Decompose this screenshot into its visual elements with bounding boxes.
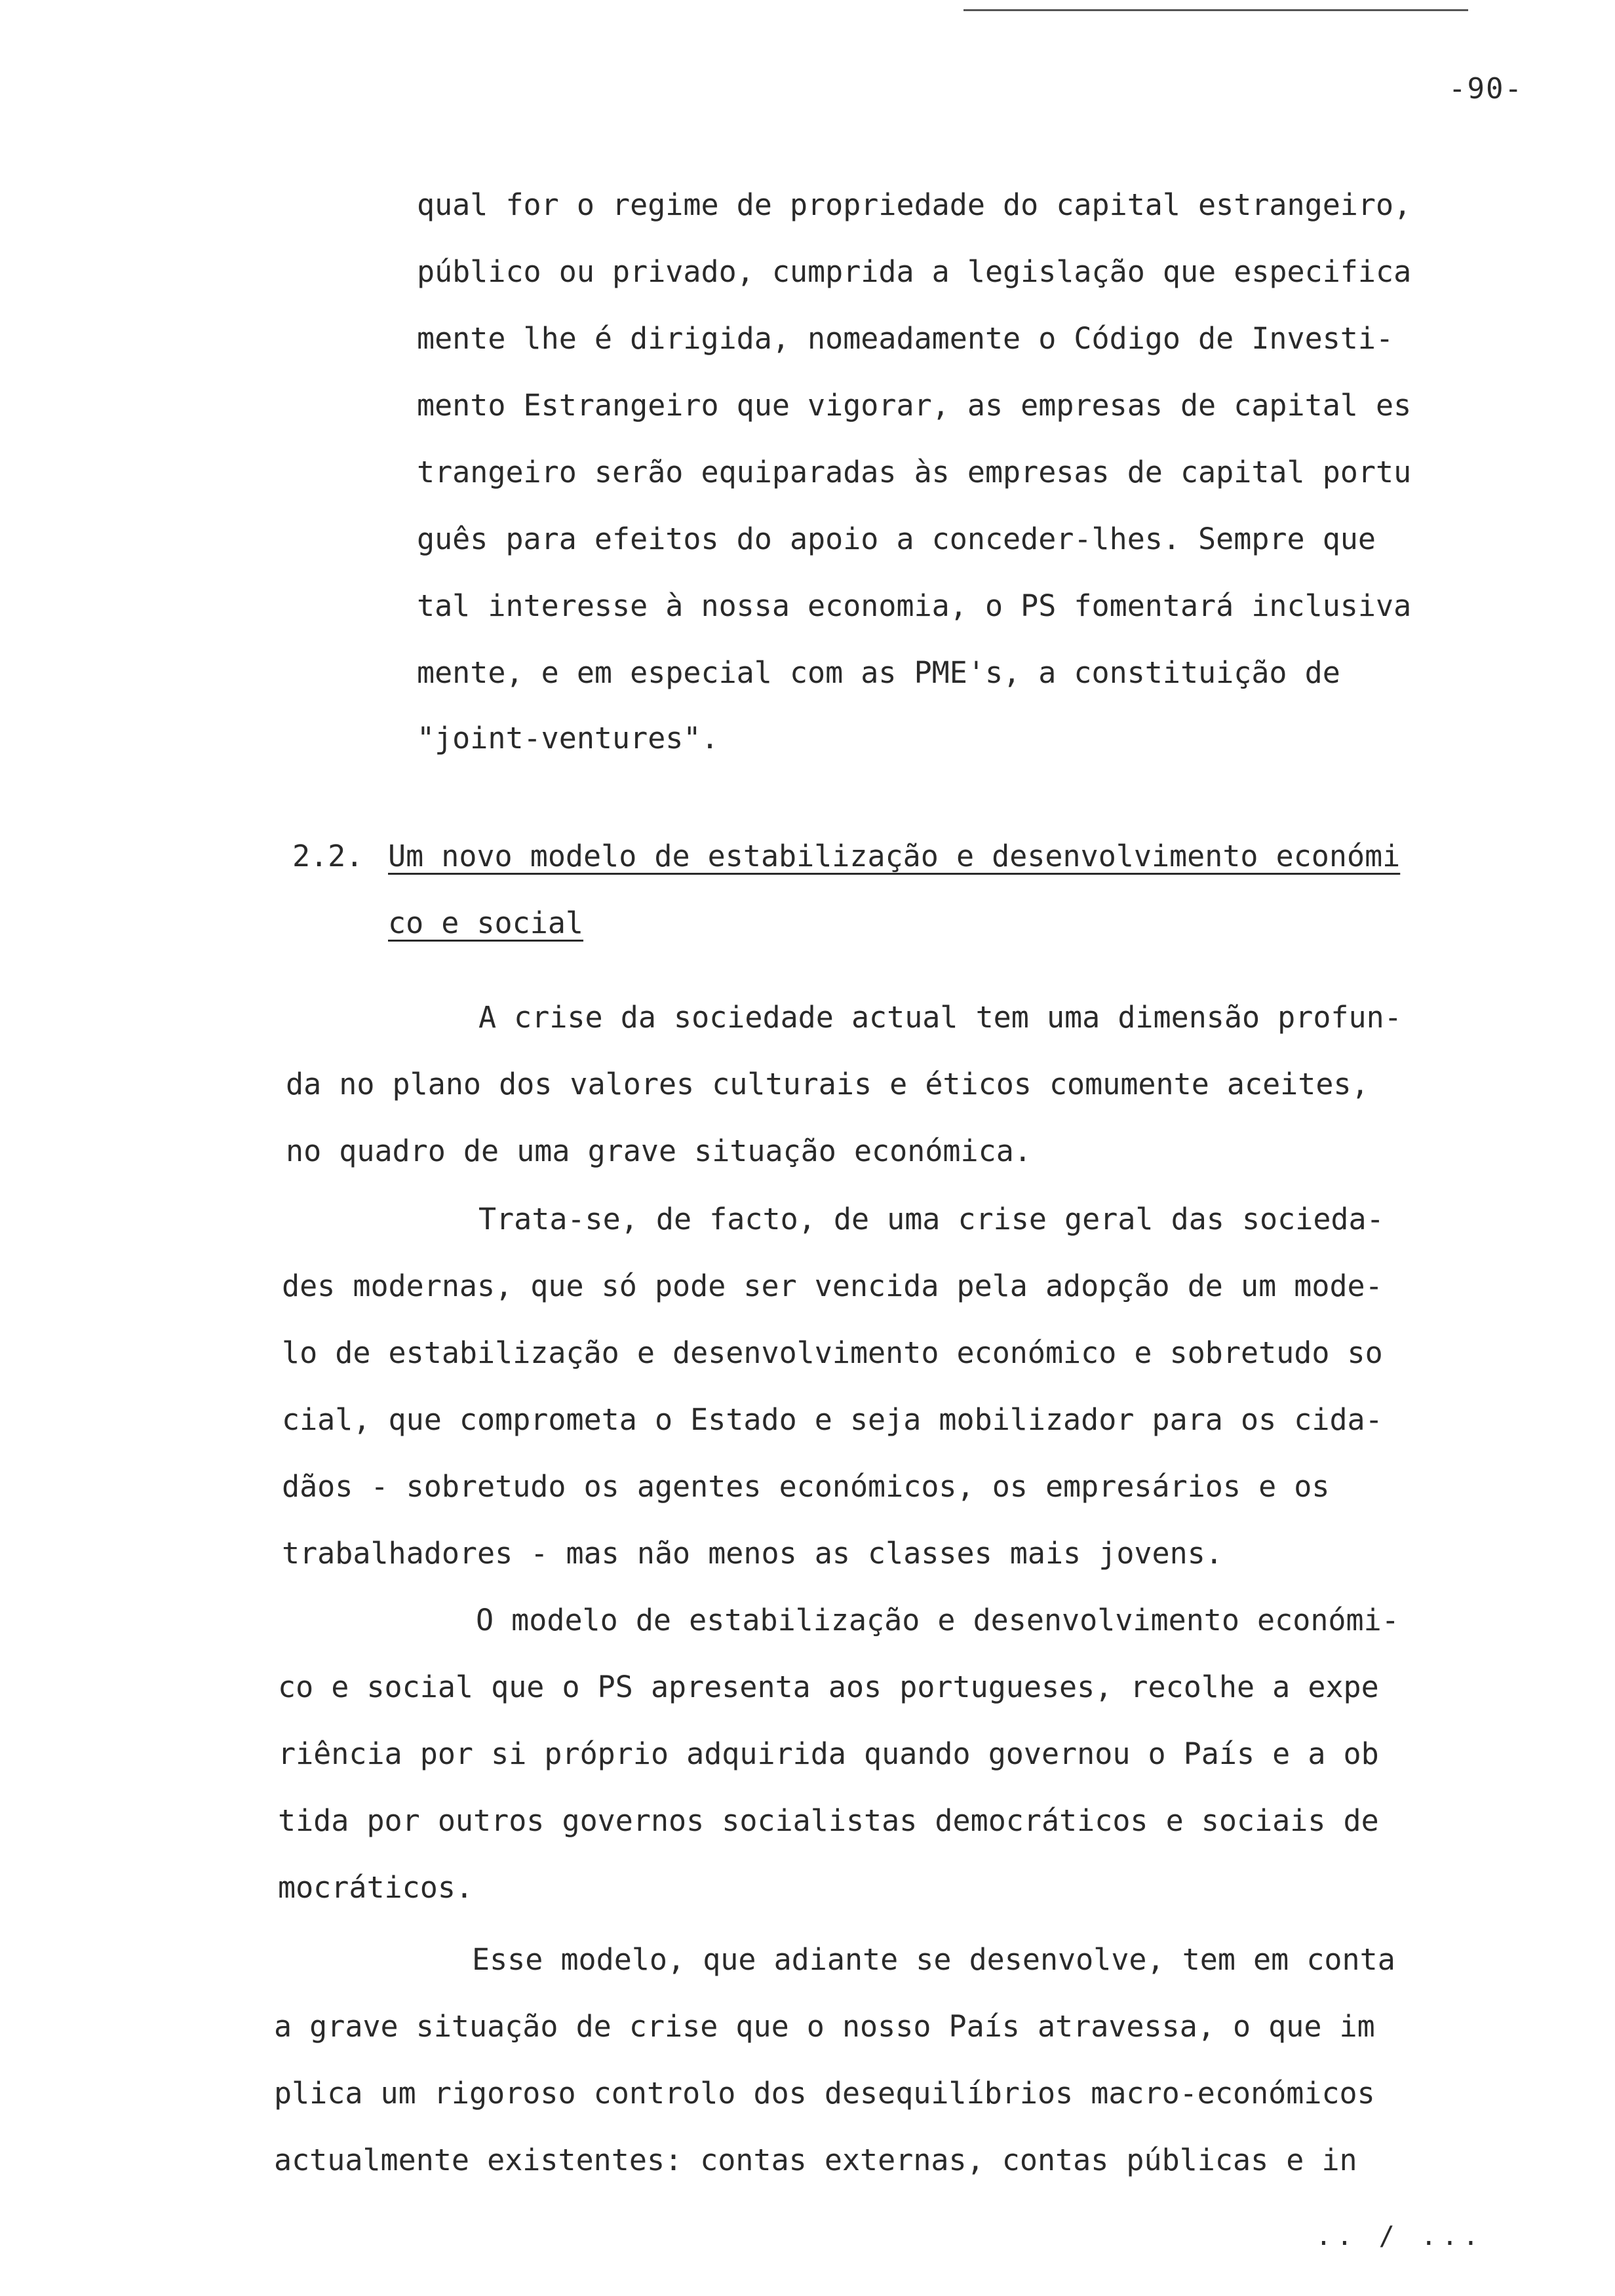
section-title: co e social [388,906,584,940]
text-line: "joint-ventures". [417,721,719,756]
continuation-mark: .. / ... [1315,2221,1484,2251]
text-line: cial, que comprometa o Estado e seja mobilizador para os cida- [282,1402,1383,1437]
text-line: guês para efeitos do apoio a conceder-lhes. Sempre que [417,522,1376,556]
text-line: co e social que o PS apresenta aos portugueses, recolhe a expe [278,1670,1379,1704]
text-line: a grave situação de crise que o nosso País atravessa, o que im [274,2009,1375,2044]
text-line: mento Estrangeiro que vigorar, as empresas de capital es [417,388,1412,423]
text-line: Esse modelo, que adiante se desenvolve, tem em conta [472,1942,1395,1977]
text-line: público ou privado, cumprida a legislação que especifica [417,254,1412,289]
text-line: lo de estabilização e desenvolvimento económico e sobretudo so [282,1335,1383,1370]
text-line: A crise da sociedade actual tem uma dimensão profun- [478,1000,1402,1035]
section-title: Um novo modelo de estabilização e desenvolvimento económi [388,839,1401,873]
text-line: da no plano dos valores culturais e éticos comumente aceites, [286,1067,1369,1101]
text-line: O modelo de estabilização e desenvolvimento económi- [476,1603,1399,1637]
text-line: mente, e em especial com as PME's, a constituição de [417,655,1340,690]
text-line: riência por si próprio adquirida quando governou o País e a ob [278,1736,1379,1771]
text-line: actualmente existentes: contas externas, contas públicas e in [274,2143,1357,2177]
text-line: trabalhadores - mas não menos as classes mais jovens. [282,1536,1223,1571]
text-line: dãos - sobretudo os agentes económicos, os empresários e os [282,1469,1330,1504]
text-line: tida por outros governos socialistas democráticos e sociais de [278,1803,1379,1838]
text-line: mocráticos. [278,1870,474,1905]
text-line: des modernas, que só pode ser vencida pela adopção de um mode- [282,1269,1383,1303]
page-number: -90- [1449,72,1523,105]
text-line: tal interesse à nossa economia, o PS fomentará inclusiva [417,588,1412,623]
top-rule [963,9,1468,11]
text-line: plica um rigoroso controlo dos desequilíbrios macro-económicos [274,2076,1375,2111]
text-line: trangeiro serão equiparadas às empresas de capital portu [417,455,1412,489]
text-line: qual for o regime de propriedade do capital estrangeiro, [417,187,1412,222]
text-line: mente lhe é dirigida, nomeadamente o Código de Investi- [417,321,1394,356]
section-number: 2.2. [292,839,364,873]
text-line: Trata-se, de facto, de uma crise geral das socieda- [478,1202,1384,1236]
text-line: no quadro de uma grave situação económica. [286,1134,1032,1168]
